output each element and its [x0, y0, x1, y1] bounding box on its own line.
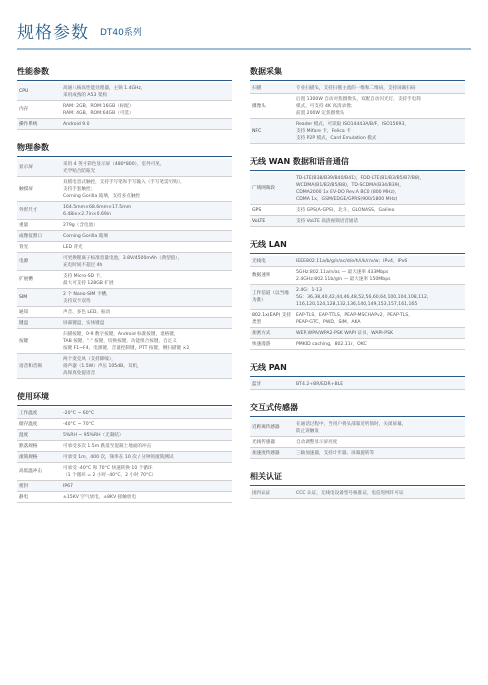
spec-value [61, 329, 232, 354]
spec-value-line: Corning Gorilla 玻璃，支持多点触控 [63, 193, 141, 199]
spec-row [250, 339, 465, 350]
spec-value [61, 463, 232, 481]
spec-key: SIM [17, 289, 61, 307]
spec-table [250, 173, 465, 227]
spec-key: 近距离传感器 [250, 419, 294, 437]
spec-value-line: （1 个循环 = 2 小时 -40°C，2 小时 70°C） [63, 472, 157, 478]
spec-value-line: Android 9.0 [63, 121, 90, 127]
spec-row [17, 253, 232, 271]
spec-table [17, 83, 232, 130]
spec-section [250, 66, 465, 144]
spec-key: 静电 [17, 492, 61, 503]
spec-value-line: 支持 Mifare 卡，Felica 卡 [296, 128, 351, 134]
spec-value [61, 202, 232, 220]
spec-key: 加速度传感器 [250, 448, 294, 459]
spec-table [250, 256, 465, 350]
spec-value-line: LED 背光 [63, 244, 83, 250]
spec-value [61, 253, 232, 271]
spec-value-line: IP67 [63, 483, 73, 489]
spec-value-line: EAP-TLS，EAP-TTLS，PEAP-MSCHAPv2，PEAP-TLS， [296, 312, 413, 318]
spec-value-line: 采用成熟的 A53 架构 [63, 92, 108, 98]
spec-value-line: TD-LTE(B38/B39/B40/B41)，FDD-LTE(B1/B3/B5/B7/B8)， [296, 175, 425, 181]
spec-value-line: ±15KV 空气放电，±8KV 接触放电 [63, 494, 137, 500]
spec-value [61, 159, 232, 177]
spec-key: 跌落规格 [17, 441, 61, 452]
spec-value [61, 430, 232, 441]
spec-key: 操作系统 [17, 119, 61, 130]
spec-row [250, 310, 465, 328]
spec-value-line: TAB 按键，"." 按键，切换按键，功能组合按键，自定义 [63, 338, 177, 344]
spec-value-line: 可承受 1m，400 次，频率在 10 次 / 分钟的滚筒测试 [63, 454, 174, 460]
section-title: 无线 LAN [250, 239, 465, 254]
spec-value-line: IEEE802.11a/b/g/n/ac/d/e/h/i/k/r/v/w；IPv4，IPv6 [296, 258, 408, 264]
section-title: 物理参数 [17, 142, 232, 157]
spec-row [17, 242, 232, 253]
spec-value-line: 最大可支持 128GB 扩展 [63, 280, 114, 286]
spec-key: 扩展槽 [17, 271, 61, 289]
spec-value [294, 488, 465, 499]
spec-row [250, 379, 465, 390]
section-title: 相关认证 [250, 471, 465, 486]
spec-value-line: 支持 VoLTE 高清视频语音通话 [296, 218, 359, 224]
spec-value [61, 307, 232, 318]
spec-row [17, 83, 232, 101]
spec-value [294, 437, 465, 448]
spec-key: 内存 [17, 101, 61, 119]
spec-value-line: RAM: 2GB，ROM:16GB（标配） [63, 103, 134, 109]
section-title: 无线 PAN [250, 362, 465, 377]
spec-value-line: 两个麦克风（支持降噪）， [63, 356, 116, 362]
spec-row [17, 318, 232, 329]
spec-row [17, 481, 232, 492]
spec-value-line: 支持 Micro-SD 卡， [63, 273, 105, 279]
spec-value-line: 116,120,124,128,132,136,140,149,153,157,161,165 [296, 301, 418, 307]
spec-key: 储存温度 [17, 419, 61, 430]
spec-key: 802.1x(EAP) 支持类型 [250, 310, 294, 328]
spec-value-line: Reader 模式，可读取 ISO14443A/B/F，ISO15693， [296, 121, 409, 127]
spec-key: 数据速率 [250, 267, 294, 285]
spec-value-line: 扬声器（1.5W）声压 105dB，耳机， [63, 363, 142, 369]
spec-value-line: 三轴加速器，支持计步器，屏幕旋转等 [296, 450, 375, 456]
spec-value [294, 256, 465, 267]
spec-value [294, 83, 465, 94]
spec-key: VoLTE [250, 216, 294, 227]
spec-row [17, 289, 232, 307]
spec-row [250, 256, 465, 267]
spec-row [17, 441, 232, 452]
spec-value-line: PMKID caching，802.11r，OKC [296, 341, 367, 347]
spec-key: 密封 [17, 481, 61, 492]
spec-section [250, 402, 465, 459]
spec-table [250, 83, 465, 144]
spec-row [17, 177, 232, 202]
spec-table [17, 159, 232, 379]
spec-value-line: -20°C ~ 60°C [63, 410, 95, 416]
spec-key: 扫描 [250, 83, 294, 94]
spec-value [61, 119, 232, 130]
left-column [17, 66, 232, 515]
spec-row [250, 216, 465, 227]
spec-value [294, 216, 465, 227]
spec-value-line: 防止误触发 [296, 428, 319, 434]
spec-row [250, 205, 465, 216]
spec-value-line: 模式，可支持 4K 高清录像； [296, 103, 356, 109]
spec-key: 蓝牙 [250, 379, 294, 390]
spec-key: 摄像头 [250, 94, 294, 119]
spec-row [250, 448, 465, 459]
spec-key: GPS [250, 205, 294, 216]
spec-value-line: 扫描按键，0-9 数字按键，Android 标准按键，退格键， [63, 331, 179, 337]
spec-value-line: 5G：36,38,40,42,44,46,48,52,56,60,64,100,104,108,112, [296, 294, 429, 300]
spec-value [294, 328, 465, 339]
spec-value [61, 289, 232, 307]
spec-value-line: 专业扫描头，支持扫描主流的一维和二维码，支持屏幕扫码 [296, 85, 416, 91]
spec-value-line: PEAP-GTC，PWD，SIM，AKA [296, 319, 361, 325]
spec-table [250, 419, 465, 459]
spec-key: 滚筒规格 [17, 452, 61, 463]
spec-row [17, 307, 232, 318]
spec-key: 加密方式 [250, 328, 294, 339]
spec-key: 快速漫游 [250, 339, 294, 350]
spec-key: 显示屏 [17, 159, 61, 177]
spec-value-line: 支持手套触控； [63, 186, 96, 192]
spec-value [61, 441, 232, 452]
spec-value-line: 5%RH ~ 95%RH（无凝结） [63, 432, 124, 438]
spec-row [250, 488, 465, 499]
spec-value [294, 173, 465, 205]
spec-value-line: 可更换锂离子标准容量电池，3.8V/4500mAh（典型值）， [63, 255, 183, 261]
header-divider [17, 48, 471, 50]
section-title: 无线 WAN 数据和语音通信 [250, 156, 465, 171]
spec-section [250, 239, 465, 350]
spec-row [17, 271, 232, 289]
spec-value-line: WCDMA(B1/B2/B5/B8)，TD-SCDMA(B34/B39)， [296, 182, 404, 188]
spec-value [294, 205, 465, 216]
spec-value-line: 后置 1300W 自动对焦摄像头，双配自动闪光灯，支持手电筒 [296, 96, 421, 102]
spec-section [17, 66, 232, 130]
spec-section [17, 391, 232, 503]
spec-value-line: 高通八核高性能处理器，主频 1.4GHz， [63, 85, 146, 91]
section-title: 性能参数 [17, 66, 232, 81]
spec-value-line: 自动调整显示屏亮度 [296, 439, 338, 445]
spec-key: 外形尺寸 [17, 202, 61, 220]
spec-row [250, 83, 465, 94]
spec-value-line: 在通话过程中，当用户将头部靠近听筒时，关闭屏幕， [296, 421, 407, 427]
spec-row [250, 419, 465, 437]
page-title: 规格参数 [17, 23, 89, 43]
spec-key: 广域网频段 [250, 173, 294, 205]
spec-value-line: -40°C ~ 70°C [63, 421, 95, 427]
spec-key: 语音和音频 [17, 354, 61, 379]
spec-value [61, 177, 232, 202]
spec-key: 触摸屏 [17, 177, 61, 202]
spec-value [61, 318, 232, 329]
spec-value-line: 采用 4 英寸彩色显示屏（480*800），室外可见， [63, 161, 165, 167]
spec-key: 成像仪窗口 [17, 231, 61, 242]
spec-value-line: 5GHz:802.11a/n/ac — 最大速率 433Mbps [296, 269, 389, 275]
spec-value [61, 83, 232, 101]
spec-row [250, 94, 465, 119]
section-title: 交互式传感器 [250, 402, 465, 417]
spec-value-line: 2.4GHz:802.11b/g/n — 最大速率 150Mbps [296, 276, 391, 282]
spec-row [17, 354, 232, 379]
spec-value-line: CDMA 1x，GSM/EDGE/GPRS(900/1800 MHz) [296, 196, 398, 202]
spec-row [17, 231, 232, 242]
spec-value [294, 94, 465, 119]
spec-value-line: 高保真免提语音 [63, 370, 96, 376]
spec-row [17, 492, 232, 503]
spec-value-line: Corning Gorilla 玻璃 [63, 233, 108, 239]
spec-value [61, 452, 232, 463]
right-column [250, 66, 465, 511]
spec-value [61, 492, 232, 503]
spec-row [17, 119, 232, 130]
spec-value [61, 231, 232, 242]
spec-row [250, 267, 465, 285]
spec-key: 重量 [17, 220, 61, 231]
spec-row [17, 159, 232, 177]
spec-value-line: 2 个 Nano-SIM 卡槽， [63, 291, 111, 297]
spec-key: CPU [17, 83, 61, 101]
spec-value-line: 164.5mm×68.6mm×17.5mm [63, 204, 132, 210]
spec-row [17, 329, 232, 354]
spec-value [61, 242, 232, 253]
spec-value-line: 2.4G：1-13 [296, 287, 322, 293]
spec-value [61, 419, 232, 430]
spec-value [61, 220, 232, 231]
spec-value-line: 6.48in×2.7in×0.69in [63, 211, 112, 217]
spec-value-line: CDMA2000 1x EV-DO Rev.A BC0 (800 MHz)， [296, 189, 400, 195]
spec-key: 按键 [17, 329, 61, 354]
spec-row [17, 408, 232, 419]
spec-value-line: RAM: 4GB，ROM:64GB（可选） [63, 110, 134, 116]
spec-key: 通知 [17, 307, 61, 318]
spec-value [294, 310, 465, 328]
spec-value [294, 339, 465, 350]
spec-value [61, 271, 232, 289]
spec-value-line: 屏幕键盘，实体键盘 [63, 320, 105, 326]
spec-key: 高低温冲击 [17, 463, 61, 481]
spec-value [294, 267, 465, 285]
spec-key: 键盘 [17, 318, 61, 329]
spec-key: 国内认证 [250, 488, 294, 499]
spec-value-line: 双模电容式触控，支持手写笔和手写输入（手写笔需另购）， [63, 179, 185, 185]
spec-value-line: 前置 200W 定焦摄像头 [296, 110, 345, 116]
spec-row [17, 101, 232, 119]
spec-key: 工作信道（以当地为准） [250, 285, 294, 310]
spec-value-line: 可承受 -40°C 和 70°C 快速转换 10 个循环 [63, 465, 153, 471]
spec-value-line: 支持 P2P 模式，Card Emulation 模式 [296, 135, 377, 141]
spec-row [17, 463, 232, 481]
spec-row [17, 220, 232, 231]
spec-value-line: 支持 GPS(A-GPS)，北斗，GLONASS，Galileo [296, 207, 395, 213]
spec-key: 湿度 [17, 430, 61, 441]
spec-row [250, 328, 465, 339]
spec-value [294, 379, 465, 390]
spec-table [17, 408, 232, 503]
spec-value-line: 充电时间不超过 4h [63, 262, 103, 268]
spec-key: NFC [250, 119, 294, 144]
spec-row [17, 202, 232, 220]
spec-table [250, 488, 465, 499]
spec-value [294, 448, 465, 459]
spec-value-line: 279g（含电池） [63, 222, 98, 228]
spec-value [294, 419, 465, 437]
spec-key: 电源 [17, 253, 61, 271]
spec-value [61, 101, 232, 119]
spec-value [61, 481, 232, 492]
spec-key: 无线电 [250, 256, 294, 267]
spec-value-line: CCC 认证，无线电设备型号核准证，电信进网许可证 [296, 490, 404, 496]
section-title: 使用环境 [17, 391, 232, 406]
spec-table [250, 379, 465, 390]
spec-section [17, 142, 232, 379]
spec-value [294, 285, 465, 310]
spec-value-line: 支持双卡双待 [63, 298, 91, 304]
spec-value [61, 354, 232, 379]
model-name: DT40系列 [100, 28, 142, 38]
spec-row [17, 452, 232, 463]
spec-row [250, 119, 465, 144]
spec-row [250, 173, 465, 205]
spec-section [250, 362, 465, 390]
spec-section [250, 471, 465, 499]
spec-value-line: 光学贴合防眩光 [63, 168, 96, 174]
spec-value-line: BT4.2+BR/EDR+BLE [296, 381, 344, 387]
spec-row [17, 430, 232, 441]
spec-key: 背光 [17, 242, 61, 253]
spec-value-line: 按键 F1~F4，电源键，音量控制键，PTT 按键，侧扫描键 ×2 [63, 345, 190, 351]
spec-value-line: 可承受多次 1.5m 跌落至混凝土地面的冲击 [63, 443, 152, 449]
spec-value-line: 声音、多色 LED、振动 [63, 309, 111, 315]
spec-section [250, 156, 465, 227]
spec-key: 光线传感器 [250, 437, 294, 448]
spec-value [294, 119, 465, 144]
spec-key: 工作温度 [17, 408, 61, 419]
spec-value [61, 408, 232, 419]
spec-value-line: WEP,WPA/WPA2-PSK WAPI 证书，WAPI-PSK [296, 330, 393, 336]
spec-row [17, 419, 232, 430]
spec-row [250, 437, 465, 448]
section-title: 数据采集 [250, 66, 465, 81]
spec-row [250, 285, 465, 310]
